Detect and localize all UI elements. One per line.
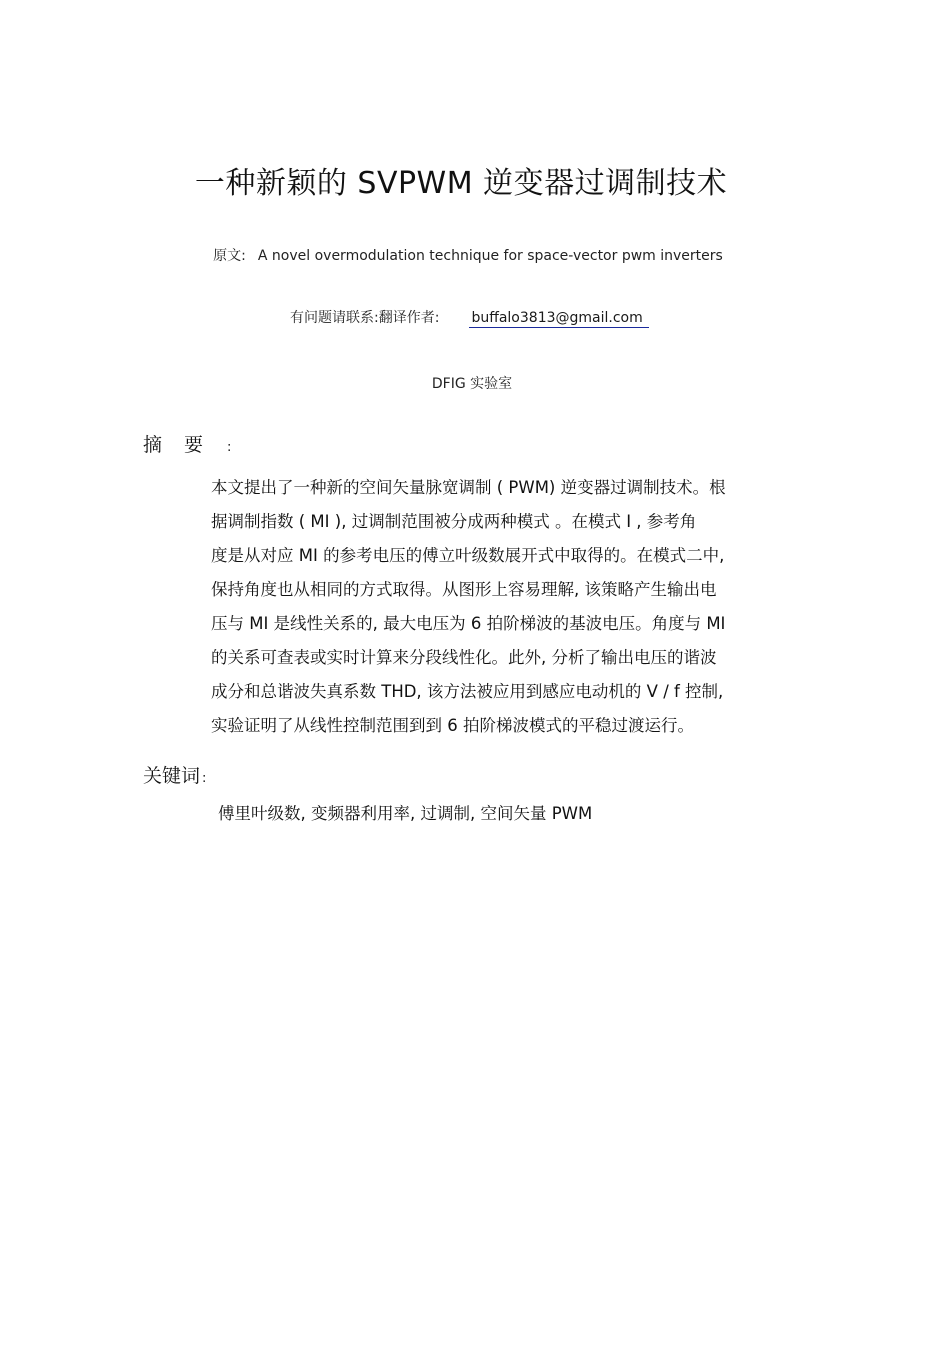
contact-line [290, 307, 649, 328]
abstract-line: 度是从对应 MI 的参考电压的傅立叶级数展开式中取得的。在模式二中, [211, 546, 725, 565]
abstract-line: 压与 MI 是线性关系的, 最大电压为 6 拍阶梯波的基波电压。角度与 MI [211, 614, 726, 633]
lab-name: DFIG 实验室 [431, 376, 513, 392]
original-label: 原文: [213, 248, 246, 264]
abstract-line: 本文提出了一种新的空间矢量脉宽调制 ( PWM) 逆变器过调制技术。根 [211, 478, 726, 497]
keywords-heading [143, 761, 206, 788]
abstract-body [211, 475, 811, 747]
paper-title: 一种新颖的 SVPWM 逆变器过调制技术 [194, 166, 728, 201]
keywords-heading-text: 关键词 [143, 765, 201, 787]
abstract-line: 的关系可查表或实时计算来分段线性化。此外, 分析了输出电压的谐波 [211, 648, 717, 667]
keywords-list: 傅里叶级数, 变频器利用率, 过调制, 空间矢量 PWM [218, 804, 593, 823]
abstract-line: 保持角度也从相同的方式取得。从图形上容易理解, 该策略产生输出电 [211, 580, 717, 599]
contact-label: 有问题请联系:翻译作者: [290, 310, 440, 326]
abstract-line: 据调制指数 ( MI ), 过调制范围被分成两种模式 。在模式 I , 参考角 [211, 512, 697, 531]
abstract-line: 实验证明了从线性控制范围到到 6 拍阶梯波模式的平稳过渡运行。 [211, 716, 694, 735]
contact-email-link[interactable]: buffalo3813@gmail.com [469, 310, 648, 328]
abstract-heading [143, 430, 231, 457]
abstract-heading-text: 摘要 [143, 434, 226, 456]
keywords-heading-colon: : [202, 771, 207, 786]
abstract-heading-colon: : [227, 440, 232, 455]
abstract-line: 成分和总谐波失真系数 THD, 该方法被应用到感应电动机的 V / f 控制, [211, 682, 724, 701]
original-source-line [0, 245, 936, 265]
original-title: A novel overmodulation technique for space-vector pwm inverters [257, 248, 723, 264]
